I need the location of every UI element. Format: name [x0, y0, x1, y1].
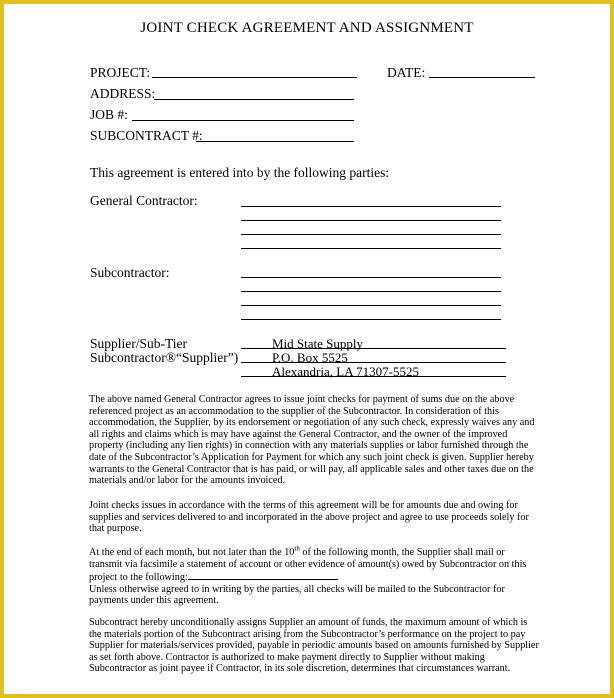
supplier-city: Alexandria, LA 71307-5525 — [272, 364, 419, 379]
supplier-name: Mid State Supply — [272, 336, 364, 351]
general-contractor-line-2[interactable] — [241, 220, 501, 221]
job-field[interactable] — [132, 120, 354, 121]
general-contractor-line-3[interactable] — [241, 234, 501, 235]
supplier-label-line-2: Subcontractor®“Supplier”) — [90, 350, 239, 365]
date-field[interactable] — [429, 77, 535, 78]
page-bottom-edge — [4, 690, 610, 694]
statement-text-c: Unless otherwise agreed to in writing by the parties, all checks will be mailed to the Subcontractor for payments under this agreement. — [89, 583, 505, 607]
general-contractor-line-1[interactable] — [241, 206, 501, 207]
general-contractor-label: General Contractor: — [90, 193, 198, 208]
intro-text: This agreement is entered into by the following parties: — [90, 165, 390, 180]
supplier-line-2[interactable] — [241, 362, 506, 363]
statement-text-b: of the following month, the Supplier shall mail or transmit via facsimile a statement of account or other evidence of amount(s) owed by Subcontractor on this project to the following: — [89, 547, 527, 584]
statement-sup: th — [294, 544, 300, 553]
statement-text-a: At the end of each month, but not later than the 10 — [89, 547, 295, 558]
paragraph-statements — [89, 544, 539, 607]
subcontractor-line-4[interactable] — [241, 319, 501, 320]
subcontract-field[interactable] — [196, 141, 354, 142]
subcontractor-line-1[interactable] — [241, 277, 501, 278]
subcontract-label: SUBCONTRACT #: — [90, 128, 203, 143]
subcontractor-line-2[interactable] — [241, 291, 501, 292]
supplier-line-1[interactable] — [241, 348, 506, 349]
project-label: PROJECT: — [90, 65, 151, 80]
general-contractor-line-4[interactable] — [241, 248, 501, 249]
statement-recipient-field[interactable] — [188, 570, 338, 580]
job-label: JOB #: — [90, 107, 128, 122]
paragraph-joint-checks: The above named General Contractor agrees to issue joint checks for payment of sums due on the above referenced project as an accommodation to the supplier of the Subcontractor. In consideration of this accommodation, the Supplier, by its endorsement or negotiation of any such check, expressly waives any and all rights and claims which is may have against the General Contractor, and the owner of the improved property (including any lien rights) in connection with any materials supplies or labor furnished through the date of the Subcontractor’s Application for Payment for which any such joint check is given. Supplier hereby warrants to the General Contractor that is has paid, or will pay, all applicable sales and other taxes due on the materials and/or labor for the amounts invoiced. — [89, 394, 535, 487]
document-title: JOINT CHECK AGREEMENT AND ASSIGNMENT — [140, 20, 474, 36]
subcontractor-label: Subcontractor: — [90, 265, 170, 280]
paragraph-proceeds: Joint checks issues in accordance with the terms of this agreement will be for amounts due and owing for supplies and services delivered to and incorporated in the above project and agree to use proceeds solely for that purpose. — [89, 500, 529, 535]
project-field[interactable] — [152, 77, 357, 78]
supplier-line-3[interactable] — [241, 376, 506, 377]
supplier-label-line-1: Supplier/Sub-Tier — [90, 336, 188, 351]
paragraph-assignment: Subcontract hereby unconditionally assigns Supplier an amount of funds, the maximum amount of which is the materials portion of the Subcontract arising from the Subcontractor’s performance on the project to pay Supplier for materials/services provided, payable in periodic amounts based on amounts furnished by Supplier as set forth above. Contractor is authorized to make payment directly to Supplier without making Subcontractor as joint payee if Contractor, in its sole discretion, determines that circumstances warrant. — [89, 617, 539, 675]
address-label: ADDRESS: — [90, 86, 156, 101]
subcontractor-line-3[interactable] — [241, 305, 501, 306]
supplier-address: P.O. Box 5525 — [272, 350, 348, 365]
date-label: DATE: — [387, 65, 426, 80]
address-field[interactable] — [154, 99, 354, 100]
